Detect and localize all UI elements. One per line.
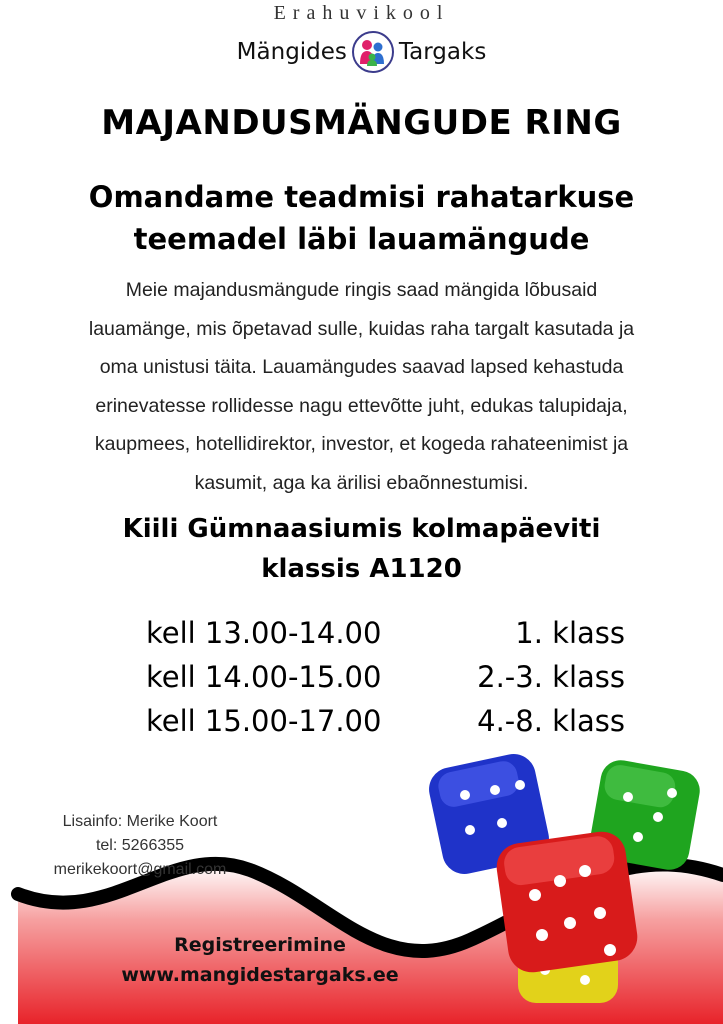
dice-illustration: [410, 745, 710, 1015]
schedule-grade: 4.-8. klass: [477, 704, 625, 738]
brand-logo: [0, 30, 723, 74]
red-die: [494, 829, 641, 976]
registration-label: Registreerimine: [174, 934, 346, 956]
brand-left-text: Mängides: [236, 39, 347, 65]
schedule-time: kell 15.00-17.00: [146, 704, 382, 738]
location-line: klassis A1120: [261, 554, 462, 584]
description-line: kasumit, aga ka ärilisi ebaõnnestumisi.: [194, 471, 529, 494]
schedule-time: kell 14.00-15.00: [146, 660, 382, 694]
description-line: erinevatesse rollidesse nagu ettevõtte juht, edukas talupidaja,: [95, 394, 628, 417]
schedule-row: [0, 660, 723, 704]
description-line: kaupmees, hotellidirektor, investor, et kogeda rahateenimist ja: [94, 433, 629, 455]
schedule-grade: 1. klass: [515, 616, 625, 650]
schedule-grade: 2.-3. klass: [477, 660, 625, 694]
contact-email: merikekoort@gmail.com: [53, 861, 227, 878]
page-title: MAJANDUSMÄNGUDE RING: [101, 103, 622, 143]
contact-name: Lisainfo: Merike Koort: [62, 813, 218, 830]
contact-info: [30, 810, 250, 882]
registration-url[interactable]: www.mangidestargaks.ee: [121, 964, 399, 986]
location: [0, 509, 723, 589]
schedule-row: [0, 616, 723, 660]
description: [40, 271, 683, 502]
contact-phone: tel: 5266355: [95, 837, 185, 854]
schedule: [0, 616, 723, 748]
description-line: lauamänge, mis õpetavad sulle, kuidas raha targalt kasutada ja: [88, 317, 635, 340]
description-line: Meie majandusmängude ringis saad mängida lõbusaid: [125, 279, 598, 301]
registration: [100, 930, 420, 990]
family-logo-icon: [351, 30, 395, 74]
schedule-row: [0, 704, 723, 748]
subtitle-line: Omandame teadmisi rahatarkuse: [88, 180, 635, 214]
subtitle: [0, 176, 723, 260]
description-line: oma unistusi täita. Lauamängudes saavad lapsed kehastuda: [99, 356, 624, 378]
subtitle-line: teemadel läbi lauamängude: [133, 222, 590, 256]
schedule-time: kell 13.00-14.00: [146, 616, 382, 650]
location-line: Kiili Gümnaasiumis kolmapäeviti: [122, 514, 601, 544]
brand-right-text: Targaks: [398, 39, 487, 65]
school-name: Erahuvikool: [273, 2, 450, 24]
